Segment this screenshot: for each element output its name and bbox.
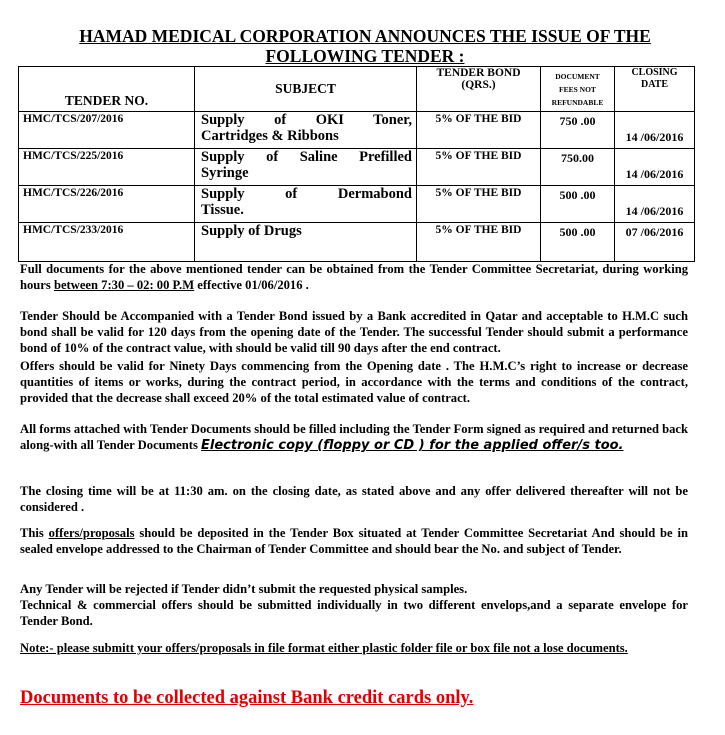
tender-table bbox=[18, 66, 695, 262]
paragraph-rejection bbox=[20, 581, 688, 629]
paragraph-closing-time: The closing time will be at 11:30 am. on the closing date, as stated above and any offer delivered thereafter will not be considered . bbox=[20, 484, 688, 514]
cell-subject bbox=[195, 186, 417, 223]
cell-document-fee: 750 .00 bbox=[541, 112, 615, 149]
cell-tender-no: HMC/TCS/207/2016 bbox=[19, 112, 195, 149]
header-tender-bond bbox=[417, 67, 541, 112]
cell-tender-bond: 5% OF THE BID bbox=[417, 112, 541, 149]
page-title bbox=[20, 26, 710, 66]
title-line-1: HAMAD MEDICAL CORPORATION ANNOUNCES THE ISSUE OF THE bbox=[79, 26, 651, 46]
header-document-fees bbox=[541, 67, 615, 112]
footer-notice: Documents to be collected against Bank credit cards only. bbox=[20, 688, 474, 708]
cell-closing-date: 14 /06/2016 bbox=[615, 112, 695, 149]
subject-line-1: Supply of OKI Toner, bbox=[201, 112, 412, 128]
cell-tender-bond: 5% OF THE BID bbox=[417, 223, 541, 262]
paragraph-offer-validity: Offers should be valid for Ninety Days commencing from the Opening date . The H.M.C’s right to increase or decrease quantities of items or works, during the contract period, in accordance with the terms and conditions of the contract, provided that the decrease shall exceed 20% of the total estimated value of contract. bbox=[20, 359, 688, 405]
p4-start-text: All forms attached with Tender Documents should be filled including the Tender Form signed as required and returned back along-with all Tender Documents bbox=[20, 422, 688, 452]
p6-end-text: should be deposited in the Tender Box situated at Tender Committee Secretariat And should be in sealed envelope addressed to the Chairman of Tender Committee and should bear the No. and subject of Tender. bbox=[20, 526, 688, 556]
header-closing-date bbox=[615, 67, 695, 112]
header-subject: SUBJECT bbox=[195, 67, 417, 112]
working-hours-text: between 7:30 – 02: 00 P.M bbox=[53, 278, 195, 292]
header-closing-line-2: DATE bbox=[640, 79, 669, 90]
electronic-copy-text: Electronic copy (floppy or CD ) for the applied offer/s too. bbox=[201, 438, 624, 453]
p1-end-text: effective 01/06/2016 . bbox=[194, 278, 309, 292]
offers-proposals-text: offers/proposals bbox=[48, 526, 135, 540]
cell-subject bbox=[195, 112, 417, 149]
table-row bbox=[19, 186, 695, 223]
paragraph-deposit bbox=[20, 525, 688, 557]
table-row bbox=[19, 112, 695, 149]
rejection-line: Any Tender will be rejected if Tender didn’t submit the requested physical samples. bbox=[20, 582, 468, 596]
p1-start-text: Full documents for the above mentioned tender can be obtained from the Tender Committee Secretariat, during working hours bbox=[20, 262, 688, 292]
cell-subject bbox=[195, 223, 417, 262]
header-fee-line-2: FEES NOT bbox=[559, 85, 596, 94]
title-line-2: FOLLOWING TENDER : bbox=[265, 46, 465, 66]
subject-line-2: Cartridges & Ribbons bbox=[201, 128, 339, 144]
header-closing-line-1: CLOSING bbox=[631, 67, 678, 78]
subject-line-2: Tissue. bbox=[201, 202, 244, 218]
subject-line-1: Supply of Dermabond bbox=[201, 186, 412, 202]
table-row bbox=[19, 223, 695, 262]
paragraph-note: Note:- please submitt your offers/proposals in file format either plastic folder file or box file not a lose documents. bbox=[20, 641, 628, 655]
cell-tender-no: HMC/TCS/226/2016 bbox=[19, 186, 195, 223]
header-fee-line-1: DOCUMENT bbox=[555, 72, 600, 81]
cell-subject bbox=[195, 149, 417, 186]
cell-tender-no: HMC/TCS/233/2016 bbox=[19, 223, 195, 262]
cell-document-fee: 750.00 bbox=[541, 149, 615, 186]
subject-line-1: Supply of Drugs bbox=[201, 223, 302, 239]
cell-closing-date: 14 /06/2016 bbox=[615, 186, 695, 223]
p6-start-text: This bbox=[20, 526, 49, 540]
subject-line-2: Syringe bbox=[201, 165, 249, 181]
cell-tender-no: HMC/TCS/225/2016 bbox=[19, 149, 195, 186]
cell-closing-date: 14 /06/2016 bbox=[615, 149, 695, 186]
envelopes-line: Technical & commercial offers should be submitted individually in two different envelops,and a separate envelope for Tender Bond. bbox=[20, 598, 688, 628]
paragraph-documents-availability bbox=[20, 261, 688, 293]
cell-closing-date: 07 /06/2016 bbox=[615, 223, 695, 262]
header-bond-line-2: (QRS.) bbox=[461, 79, 496, 91]
paragraph-tender-bond: Tender Should be Accompanied with a Tender Bond issued by a Bank accredited in Qatar and acceptable to H.M.C such bond shall be valid for 120 days from the opening date of the Tender. The successful Tender should submit a performance bond of 10% of the contract value, with should be valid till 90 days after the end contract. bbox=[20, 309, 688, 355]
subject-line-1: Supply of Saline Prefilled bbox=[201, 149, 412, 165]
header-bond-line-1: TENDER BOND bbox=[436, 67, 521, 79]
header-tender-no: TENDER NO. bbox=[19, 67, 195, 112]
table-row bbox=[19, 149, 695, 186]
header-fee-line-3: REFUNDABLE bbox=[551, 98, 604, 107]
cell-tender-bond: 5% OF THE BID bbox=[417, 149, 541, 186]
paragraph-forms bbox=[20, 421, 688, 454]
table-header-row bbox=[19, 67, 695, 112]
cell-tender-bond: 5% OF THE BID bbox=[417, 186, 541, 223]
cell-document-fee: 500 .00 bbox=[541, 186, 615, 223]
cell-document-fee: 500 .00 bbox=[541, 223, 615, 262]
